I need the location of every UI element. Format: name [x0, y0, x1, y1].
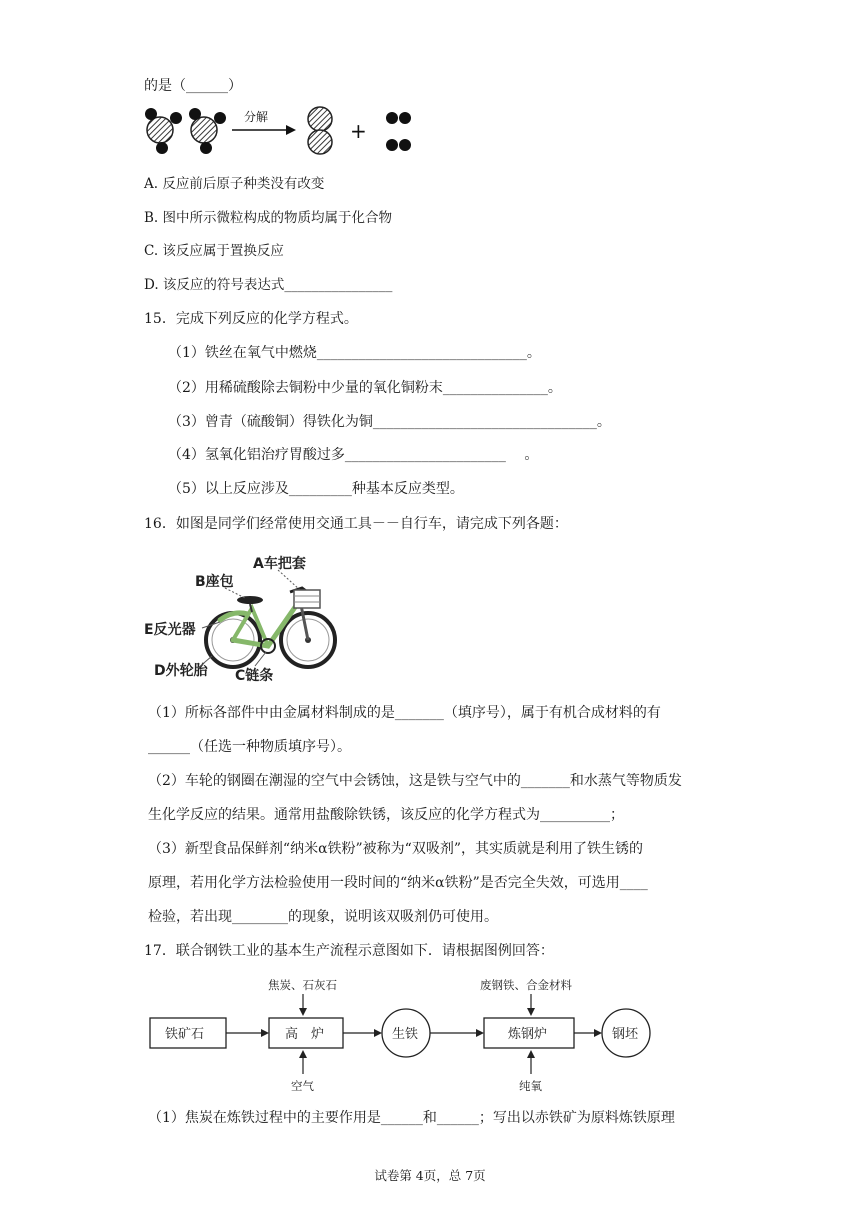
seat — [237, 596, 263, 604]
q16-line-5: （3）新型食品保鲜剂“纳米α铁粉”被称为“双吸剂”，其实质就是利用了铁生锈的 — [148, 841, 643, 857]
bicycle-illustration — [140, 548, 350, 688]
basket — [294, 590, 320, 608]
pig-iron-label: 生铁 — [392, 1027, 419, 1042]
arrow-label: 分解 — [244, 110, 269, 124]
q15-item-2: （2）用稀硫酸除去铜粉中少量的氧化铜粉末_______________。 — [168, 380, 562, 396]
iron-ore-label: 铁矿石 — [165, 1027, 205, 1042]
page-footer: 试卷第 4页，总 7页 — [374, 1168, 486, 1183]
label-a-grip: A车把套 — [253, 556, 306, 572]
steel-furnace-bottom-input: 纯氧 — [519, 1079, 542, 1093]
option-d: D. 该反应的符号表达式________________ — [144, 277, 393, 293]
label-e-reflector: E反光器 — [144, 622, 196, 638]
q15-item-5: （5）以上反应涉及_________种基本反应类型。 — [168, 481, 464, 497]
label-c-chain: C链条 — [235, 668, 274, 684]
q15-item-1: （1）铁丝在氧气中燃烧______________________________。 — [168, 345, 541, 361]
blast-furnace-label: 高 炉 — [285, 1027, 325, 1042]
question-15-title: 15．完成下列反应的化学方程式。 — [144, 311, 358, 327]
label-b-seat: B座包 — [195, 574, 234, 590]
steel-production-flow-diagram — [148, 974, 668, 1094]
steel-billet-label: 钢坯 — [612, 1027, 639, 1042]
furnace-top-input: 焦炭、石灰石 — [268, 978, 337, 992]
q17-line-1: （1）焦炭在炼铁过程中的主要作用是______和______；写出以赤铁矿为原料炼铁原理 — [148, 1110, 675, 1126]
steel-furnace-top-input: 废钢铁、合金材料 — [480, 978, 572, 992]
q16-line-2: ______（任选一种物质填序号）。 — [148, 739, 351, 755]
q16-line-6: 原理，若用化学方法检验使用一段时间的“纳米α铁粉”是否完全失效，可选用____ — [148, 875, 648, 891]
furnace-bottom-input: 空气 — [291, 1079, 314, 1093]
q16-line-1: （1）所标各部件中由金属材料制成的是_______（填序号），属于有机合成材料的有 — [148, 705, 661, 721]
option-c: C. 该反应属于置换反应 — [144, 243, 284, 259]
q16-line-7: 检验，若出现________的现象，说明该双吸剂仍可使用。 — [148, 909, 498, 925]
reactant-molecule-1 — [145, 108, 182, 154]
question-16-title: 16．如图是同学们经常使用交通工具－－自行车，请完成下列各题： — [144, 516, 568, 532]
plus-sign: + — [350, 119, 367, 143]
product-molecule-hatched — [308, 107, 332, 154]
reactant-molecule-2 — [189, 108, 226, 154]
question-stem-tail: 的是（______） — [144, 78, 242, 94]
q16-line-3: （2）车轮的钢圈在潮湿的空气中会锈蚀，这是铁与空气中的_______和水蒸气等物质发 — [148, 773, 682, 789]
q15-item-3: （3）曾青（硫酸铜）得铁化为铜________________________________。 — [168, 414, 611, 430]
steel-furnace-label: 炼钢炉 — [508, 1027, 548, 1042]
option-b: B. 图中所示微粒构成的物质均属于化合物 — [144, 210, 393, 226]
label-d-tire: D外轮胎 — [154, 663, 208, 679]
question-17-title: 17．联合钢铁工业的基本生产流程示意图如下．请根据图例回答： — [144, 943, 554, 959]
option-a: A. 反应前后原子种类没有改变 — [144, 176, 325, 192]
q15-item-4: （4）氢氧化铝治疗胃酸过多_______________________ 。 — [168, 447, 539, 463]
product-molecule-black — [386, 112, 411, 151]
q16-line-4: 生化学反应的结果。通常用盐酸除铁锈，该反应的化学方程式为__________； — [148, 807, 624, 823]
molecule-decomposition-diagram — [140, 104, 430, 162]
